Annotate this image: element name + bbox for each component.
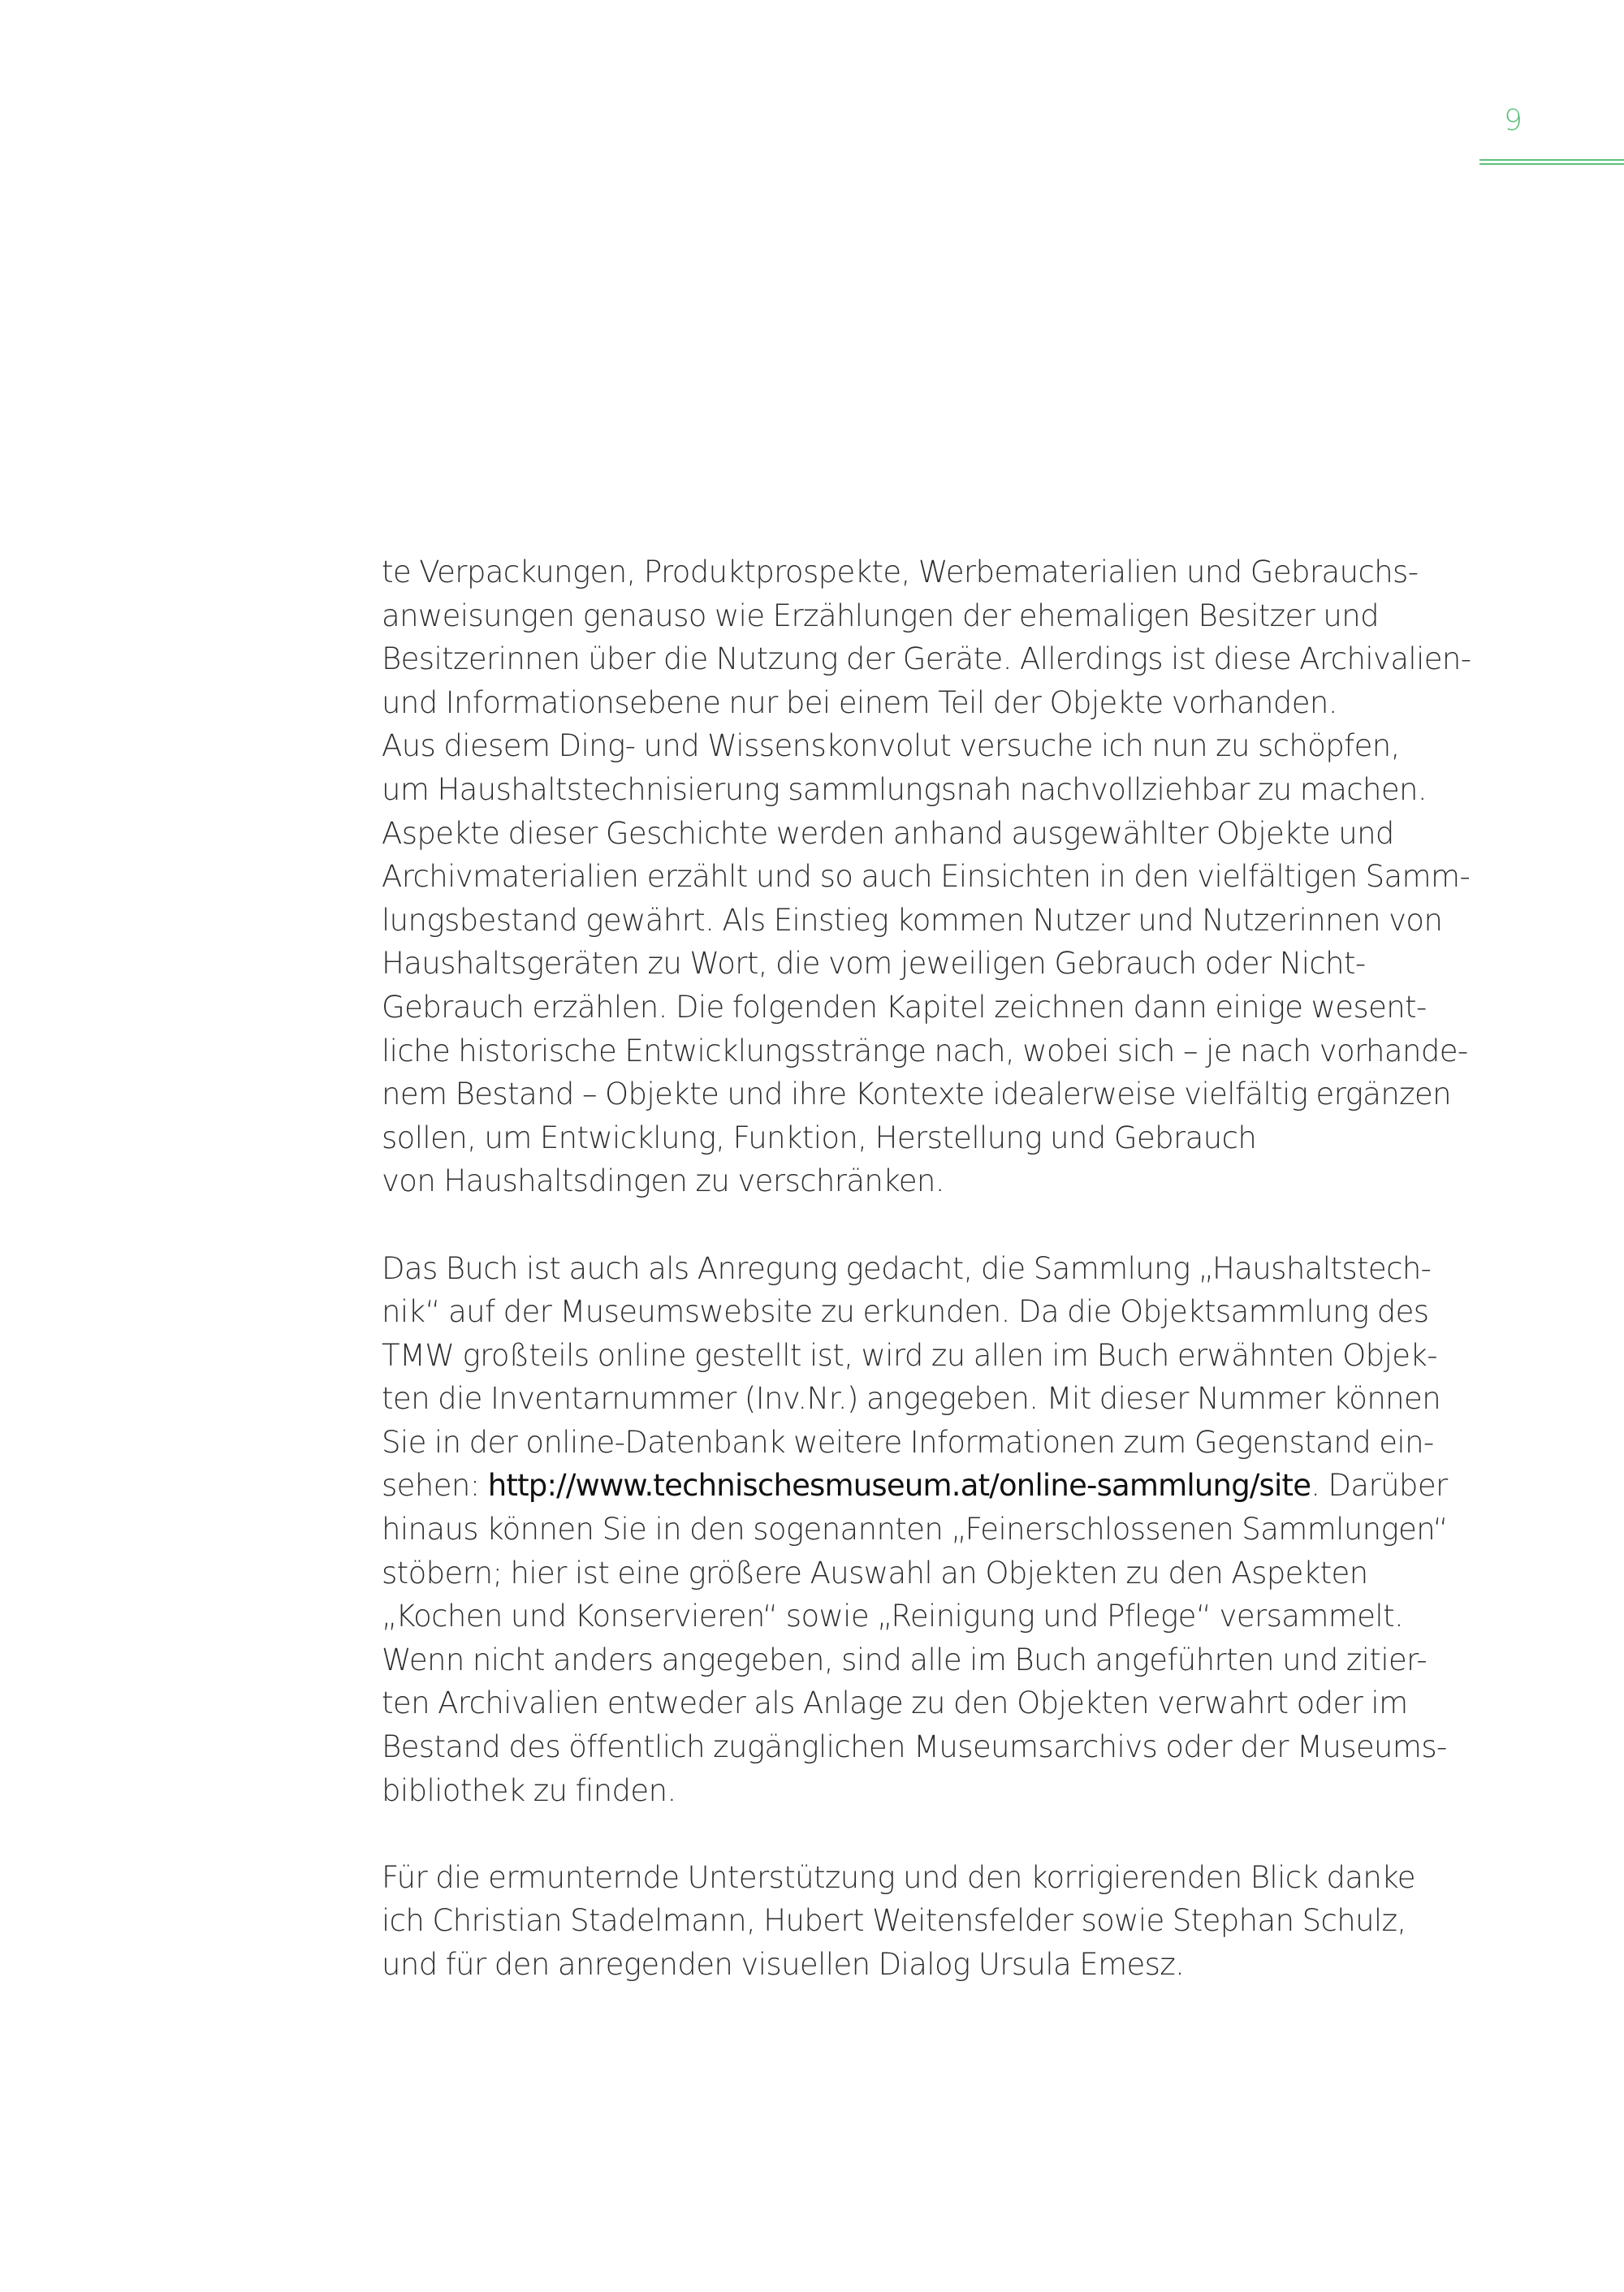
text-line: um Haushaltstechnisierung sammlungsnah nachvollziehbar zu machen. bbox=[382, 771, 1427, 807]
text-line: lungsbestand gewährt. Als Einstieg kommen Nutzer und Nutzerinnen von bbox=[382, 902, 1443, 938]
text-line-with-link bbox=[382, 1464, 1470, 1508]
text-line: Aspekte dieser Geschichte werden anhand ausgewählter Objekte und bbox=[382, 815, 1394, 851]
text-line: Archivmaterialien erzählt und so auch Einsichten in den vielfältigen Samm- bbox=[382, 859, 1471, 895]
text-line: Besitzerinnen über die Nutzung der Geräte. Allerdings ist diese Archivalien- bbox=[382, 641, 1471, 677]
text-line: TMW großteils online gestellt ist, wird zu allen im Buch erwähnten Objek- bbox=[382, 1337, 1437, 1373]
page-number: 9 bbox=[1504, 104, 1522, 137]
text-line: te Verpackungen, Produktprospekte, Werbematerialien und Gebrauchs- bbox=[382, 555, 1419, 589]
paragraph-online-collection bbox=[382, 1247, 1470, 1813]
link-prefix: sehen: bbox=[382, 1468, 488, 1504]
header-rule-line-top bbox=[1479, 159, 1624, 161]
text-line: Aus diesem Ding- und Wissenskonvolut versuche ich nun zu schöpfen, bbox=[382, 728, 1400, 764]
header-rule bbox=[1479, 159, 1624, 165]
text-line: sollen, um Entwicklung, Funktion, Herstellung und Gebrauch bbox=[382, 1120, 1257, 1155]
link-suffix: . Darüber bbox=[1311, 1468, 1448, 1504]
text-line: hinaus können Sie in den sogenannten „Feinerschlossenen Sammlungen“ bbox=[382, 1512, 1449, 1547]
text-line: ten die Inventarnummer (Inv.Nr.) angegeben. Mit dieser Nummer können bbox=[382, 1381, 1441, 1417]
text-line: Bestand des öffentlich zugänglichen Museumsarchivs oder der Museums- bbox=[382, 1729, 1447, 1765]
text-line: nem Bestand – Objekte und ihre Kontexte idealerweise vielfältig ergänzen bbox=[382, 1077, 1451, 1112]
text-line: Für die ermunternde Unterstützung und den korrigierenden Blick danke bbox=[382, 1859, 1415, 1895]
text-line: Gebrauch erzählen. Die folgenden Kapitel zeichnen dann einige wesent- bbox=[382, 989, 1427, 1025]
text-line: von Haushaltsdingen zu verschränken. bbox=[382, 1163, 944, 1199]
text-line: bibliothek zu finden. bbox=[382, 1772, 676, 1808]
text-line: Haushaltsgeräten zu Wort, die vom jeweiligen Gebrauch oder Nicht- bbox=[382, 946, 1366, 982]
paragraph-acknowledgements bbox=[382, 1856, 1470, 1987]
text-line: stöbern; hier ist eine größere Auswahl an Objekten zu den Aspekten bbox=[382, 1555, 1368, 1591]
text-line: Wenn nicht anders angegeben, sind alle im Buch angeführten und zitier- bbox=[382, 1642, 1427, 1677]
text-line: und für den anregenden visuellen Dialog Ursula Emesz. bbox=[382, 1947, 1185, 1982]
text-line: anweisungen genauso wie Erzählungen der ehemaligen Besitzer und bbox=[382, 598, 1380, 633]
collection-url-link[interactable]: http://www.technischesmuseum.at/online-sammlung/site bbox=[487, 1468, 1311, 1504]
text-line: „Kochen und Konservieren“ sowie „Reinigung und Pflege“ versammelt. bbox=[382, 1599, 1404, 1634]
text-line: Sie in der online-Datenbank weitere Informationen zum Gegenstand ein- bbox=[382, 1424, 1434, 1460]
text-line: Das Buch ist auch als Anregung gedacht, die Sammlung „Haushaltstech- bbox=[382, 1250, 1432, 1286]
body-text bbox=[382, 550, 1470, 1987]
text-line: und Informationsebene nur bei einem Teil der Objekte vorhanden. bbox=[382, 684, 1337, 720]
header-rule-line-bottom bbox=[1479, 163, 1624, 165]
text-line: ich Christian Stadelmann, Hubert Weitensfelder sowie Stephan Schulz, bbox=[382, 1903, 1406, 1939]
text-line: liche historische Entwicklungsstränge nach, wobei sich – je nach vorhande- bbox=[382, 1033, 1468, 1068]
text-line: ten Archivalien entweder als Anlage zu den Objekten verwahrt oder im bbox=[382, 1686, 1408, 1721]
text-line: nik“ auf der Museumswebsite zu erkunden. Da die Objektsammlung des bbox=[382, 1294, 1429, 1330]
paragraph-intro-continued bbox=[382, 550, 1470, 1203]
